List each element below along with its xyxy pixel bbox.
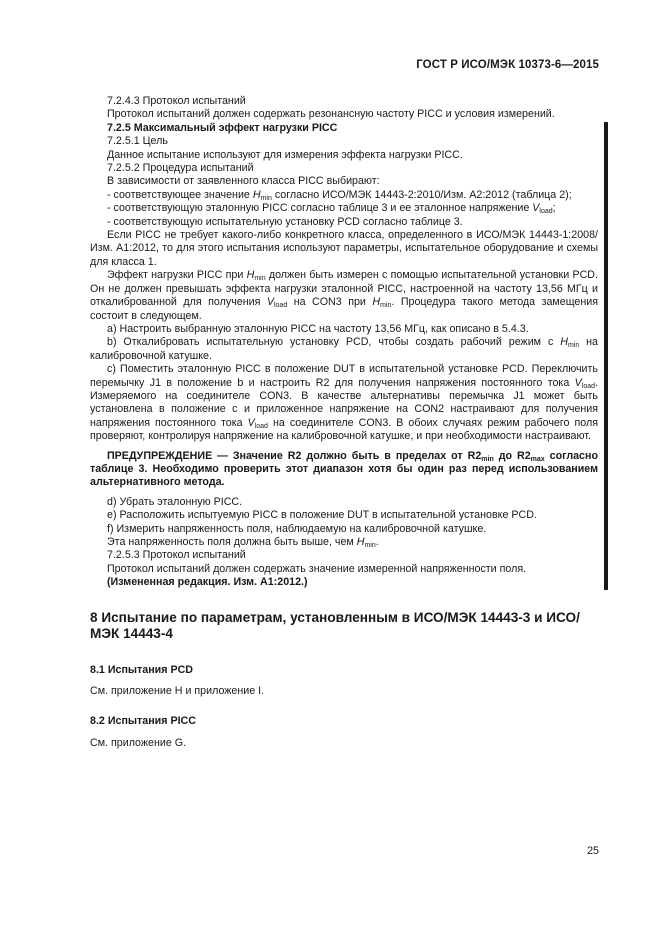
heading-7-2-5: 7.2.5 Максимальный эффект нагрузки PICC	[107, 121, 338, 134]
paragraph-load-effect: Эффект нагрузки PICC при $H_{min}$ должен быть измерен с помощью испытательной установки PCD. Он не должен превышать эффекта нагрузки эталонной PICC, настроенной на частоту 13,56 МГц и откалиброванной для получения $V_{load}$ на CON3 при $H_{min}$. Процедура такого метода замещения состоит в следующем.	[90, 269, 598, 322]
step-b: b) Откалибровать испытательную установку PCD, чтобы создать рабочий режим с $H_{min}$ на калибровочной катушке.	[90, 336, 598, 362]
page-number: 25	[587, 845, 599, 857]
document-header: ГОСТ Р ИСО/МЭК 10373-6—2015	[416, 59, 599, 71]
heading-8-2: 8.2 Испытания PICC	[90, 715, 196, 728]
paragraph-class: Если PICC не требует какого-либо конкретного класса, определенного в ИСО/МЭК 14443-1:2008/Изм. А1:2012, то для этого испытания используют параметры, испытательное оборудование и схемы для класса 1.	[90, 229, 598, 268]
change-bar	[604, 122, 608, 590]
step-d: d) Убрать эталонную PICC.	[107, 495, 243, 508]
heading-7-2-4-3: 7.2.4.3 Протокол испытаний	[107, 95, 246, 107]
amendment-note: (Измененная редакция. Изм. А1:2012.)	[107, 576, 308, 589]
step-c: c) Поместить эталонную PICC в положение DUT в испытательной установке PCD. Переключить перемычку J1 в положение b и настроить R2 для получения напряжения постоянного тока $V_{load}$. Измеряемого на соединителе CON3. В качестве альтернативы перемычка J1 может быть установлена в положение с и приложенное напряжение на CON2 настраивают для получения напряжения постоянного тока $V_{load}$ на соединителе CON3. В обоих случаях режим рабочего поля проверяют, контролируя напряжение на калибровочной катушке, и при необходимости настраивают.	[90, 363, 598, 443]
step-e: e) Расположить испытуемую PICC в положение DUT в испытательной установке PCD.	[107, 509, 537, 522]
paragraph-7-2-5-3: Протокол испытаний должен содержать значение измеренной напряженности поля.	[107, 562, 527, 575]
list-item-pcd-setup: - соответствующую испытательную установку PCD согласно таблице 3.	[107, 215, 463, 228]
heading-7-2-5-1: 7.2.5.1 Цель	[107, 135, 168, 148]
list-item-hmin: - соответствующее значение $H_{min}$ согласно ИСО/МЭК 14443-2:2010/Изм. А2:2012 (таблица 2);	[107, 188, 572, 202]
paragraph-intro: В зависимости от заявленного класса PICC выбирают:	[107, 175, 380, 188]
step-a: a) Настроить выбранную эталонную PICC на частоту 13,56 МГц, как описано в 5.4.3.	[107, 322, 529, 335]
paragraph-7-2-4-3: Протокол испытаний должен содержать резонансную частоту PICC и условия измерений.	[107, 108, 555, 121]
list-item-reference-picc: - соответствующую эталонную PICC согласно таблице 3 и ее эталонное напряжение $V_{load}$;	[107, 202, 556, 216]
warning-paragraph: ПРЕДУПРЕЖДЕНИЕ — Значение R2 должно быть в пределах от $R2_{min}$ до $R2_{max}$ согласно таблице 3. Необходимо проверить этот диапазон хотя бы один раз перед использованием альтернативного метода.	[90, 449, 598, 489]
step-f: f) Измерить напряженность поля, наблюдаемую на калибровочной катушке.	[107, 522, 487, 535]
section-8-title: 8 Испытание по параметрам, установленным в ИСО/МЭК 14443-3 и ИСО/МЭК 14443-4	[90, 609, 580, 642]
heading-7-2-5-3: 7.2.5.3 Протокол испытаний	[107, 549, 246, 562]
paragraph-8-2: См. приложение G.	[90, 736, 187, 749]
field-strength-note: Эта напряженность поля должна быть выше, чем $H_{min}$.	[107, 536, 379, 549]
page-body	[90, 95, 598, 750]
paragraph-7-2-5-1: Данное испытание используют для измерения эффекта нагрузки PICC.	[107, 148, 463, 161]
heading-8-1: 8.1 Испытания PCD	[90, 663, 194, 676]
heading-7-2-5-2: 7.2.5.2 Процедура испытаний	[107, 162, 254, 175]
paragraph-8-1: См. приложение H и приложение I.	[90, 685, 265, 698]
